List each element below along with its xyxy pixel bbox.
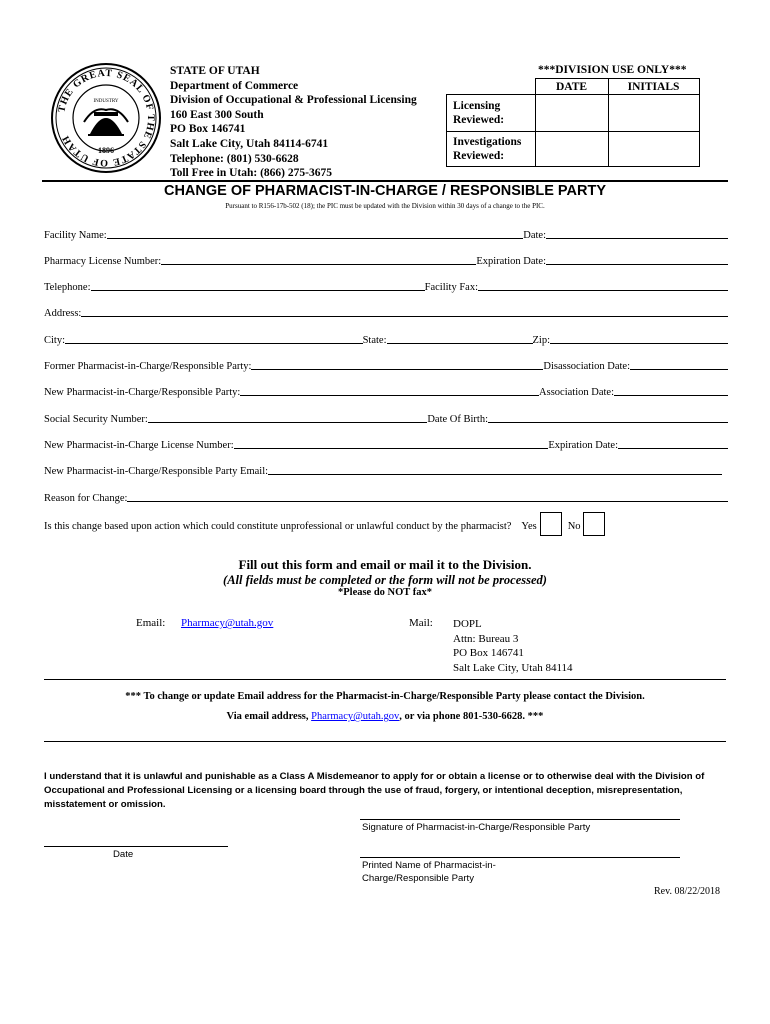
contact-pre: Via email address,	[226, 711, 312, 722]
investigations-initials-cell[interactable]	[608, 132, 699, 167]
agency-line: STATE OF UTAH	[170, 65, 260, 77]
mail-line: DOPL	[453, 618, 482, 630]
email-link[interactable]: Pharmacy@utah.gov	[181, 617, 274, 629]
declaration-text: I understand that it is unlawful and punishable as a Class A Misdemeanor to apply for or obtain a license or to otherwise deal with the Division of Occupational and Professional Licensing or a licensing board through the use of fraud, forgery, or intentional deception, misrepresentation, misstatement or omission.	[44, 771, 705, 810]
seal-ring-text: THE GREAT SEAL OF THE STATE OF UTAH	[56, 67, 157, 169]
agency-line: Telephone: (801) 530-6628	[170, 152, 299, 165]
division-use-table	[446, 78, 700, 167]
disassociation-date-field[interactable]	[630, 359, 728, 370]
dob-label: Date Of Birth:	[427, 414, 488, 425]
form-title: CHANGE OF PHARMACIST-IN-CHARGE / RESPONSIBLE PARTY	[163, 183, 606, 199]
division-use-title: ***DIVISION USE ONLY***	[538, 64, 687, 76]
disassociation-date-label: Disassociation Date:	[543, 361, 630, 372]
facility-name-field[interactable]	[107, 228, 524, 239]
contact-details	[0, 711, 770, 722]
telephone-field[interactable]	[91, 280, 425, 291]
row-former-pic	[44, 358, 728, 372]
signature-label: Signature of Pharmacist-in-Charge/Responsible Party	[362, 822, 591, 833]
ssn-field[interactable]	[148, 412, 428, 423]
agency-line: Toll Free in Utah: (866) 275-3675	[170, 167, 332, 180]
row-reason	[44, 490, 728, 504]
all-fields-notice: (All fields must be completed or the form will not be processed)	[223, 573, 547, 587]
licensing-initials-cell[interactable]	[608, 95, 699, 132]
state-seal-logo	[50, 62, 162, 174]
row-new-pic	[44, 384, 728, 398]
facility-name-label: Facility Name:	[44, 230, 107, 241]
new-pic-label: New Pharmacist-in-Charge/Responsible Party:	[44, 387, 241, 398]
divider	[44, 741, 726, 742]
agency-line: PO Box 146741	[170, 123, 246, 136]
address-field[interactable]	[81, 306, 728, 317]
printed-name-line[interactable]	[360, 857, 680, 858]
row-telephone	[44, 279, 728, 293]
agency-line: Salt Lake City, Utah 84114-6741	[170, 137, 329, 150]
new-pic-field[interactable]	[240, 385, 539, 396]
new-pic-expiration-label: Expiration Date:	[548, 440, 618, 451]
mail-address	[453, 617, 573, 675]
row-city	[44, 332, 728, 346]
row-new-pic-license	[44, 437, 728, 451]
zip-field[interactable]	[550, 333, 728, 344]
association-date-label: Association Date:	[539, 387, 614, 398]
question-text: Is this change based upon action which could constitute unprofessional or unlawful conduct by the pharmacist?	[44, 521, 512, 532]
row-address	[44, 305, 728, 319]
row-new-pic-email	[44, 463, 728, 477]
state-field[interactable]	[387, 333, 533, 344]
seal-year: 1896	[98, 146, 114, 155]
no-checkbox[interactable]	[583, 512, 605, 536]
association-date-field[interactable]	[614, 385, 728, 396]
date-label: Date:	[523, 230, 546, 241]
new-pic-license-label: New Pharmacist-in-Charge License Number:	[44, 440, 234, 451]
yes-checkbox[interactable]	[540, 512, 562, 536]
pharmacy-license-label: Pharmacy License Number:	[44, 256, 162, 267]
facility-fax-field[interactable]	[478, 280, 728, 291]
col-initials-header: INITIALS	[608, 79, 699, 95]
city-label: City:	[44, 335, 66, 346]
contact-notice: *** To change or update Email address for the Pharmacist-in-Charge/Responsible Party please contact the Division.	[125, 691, 645, 702]
signature-line[interactable]	[360, 819, 680, 820]
row-ssn	[44, 411, 728, 425]
facility-fax-label: Facility Fax:	[424, 282, 478, 293]
printed-name-label: Printed Name of Pharmacist-in-Charge/Responsible Party	[362, 860, 496, 884]
agency-line: Division of Occupational & Professional Licensing	[170, 94, 417, 107]
mail-line: Salt Lake City, Utah 84114	[453, 661, 573, 674]
signature-date-line[interactable]	[44, 846, 228, 847]
contact-post: , or via phone 801-530-6628. ***	[399, 711, 544, 722]
new-pic-license-field[interactable]	[234, 438, 549, 449]
expiration-date-label: Expiration Date:	[476, 256, 546, 267]
licensing-date-cell[interactable]	[535, 95, 608, 132]
yes-label: Yes	[521, 521, 537, 532]
date-field[interactable]	[546, 228, 728, 239]
investigations-date-cell[interactable]	[535, 132, 608, 167]
reason-label: Reason for Change:	[44, 493, 128, 504]
former-pic-field[interactable]	[251, 359, 543, 370]
form-subtitle: Pursuant to R156-17b-502 (18); the PIC must be updated with the Division within 30 days of a change to the PIC.	[225, 202, 545, 210]
expiration-date-field[interactable]	[546, 254, 728, 265]
seal-motto: INDUSTRY	[93, 99, 119, 104]
revision-date: Rev. 08/22/2018	[654, 886, 721, 897]
licensing-reviewed-label: Licensing Reviewed:	[447, 95, 536, 132]
agency-address-block	[170, 64, 417, 181]
mail-line: PO Box 146741	[453, 647, 524, 660]
investigations-reviewed-label: Investigations Reviewed:	[447, 132, 536, 167]
new-pic-expiration-field[interactable]	[618, 438, 728, 449]
row-question	[44, 512, 728, 536]
contact-email-link[interactable]: Pharmacy@utah.gov	[311, 711, 400, 722]
address-label: Address:	[44, 308, 82, 319]
new-pic-email-label: New Pharmacist-in-Charge/Responsible Party Email:	[44, 466, 269, 477]
new-pic-email-field[interactable]	[268, 464, 722, 475]
mail-line: Attn: Bureau 3	[453, 632, 519, 645]
state-label: State:	[362, 335, 387, 346]
divider	[44, 679, 726, 680]
pharmacy-license-field[interactable]	[161, 254, 476, 265]
no-fax-notice: *Please do NOT fax*	[337, 587, 432, 598]
row-license	[44, 253, 728, 267]
dob-field[interactable]	[488, 412, 728, 423]
zip-label: Zip:	[532, 335, 550, 346]
mail-label: Mail:	[409, 617, 433, 629]
city-field[interactable]	[65, 333, 363, 344]
col-date-header: DATE	[535, 79, 608, 95]
row-facility	[44, 227, 728, 241]
reason-field[interactable]	[127, 491, 728, 502]
divider	[42, 180, 728, 182]
telephone-label: Telephone:	[44, 282, 91, 293]
signature-date-label: Date	[113, 849, 134, 860]
no-label: No	[567, 521, 581, 532]
email-label: Email:	[136, 617, 166, 629]
fill-out-instruction: Fill out this form and email or mail it to the Division.	[238, 557, 532, 572]
agency-line: 160 East 300 South	[170, 108, 264, 121]
former-pic-label: Former Pharmacist-in-Charge/Responsible Party:	[44, 361, 252, 372]
ssn-label: Social Security Number:	[44, 414, 148, 425]
agency-line: Department of Commerce	[170, 79, 299, 92]
